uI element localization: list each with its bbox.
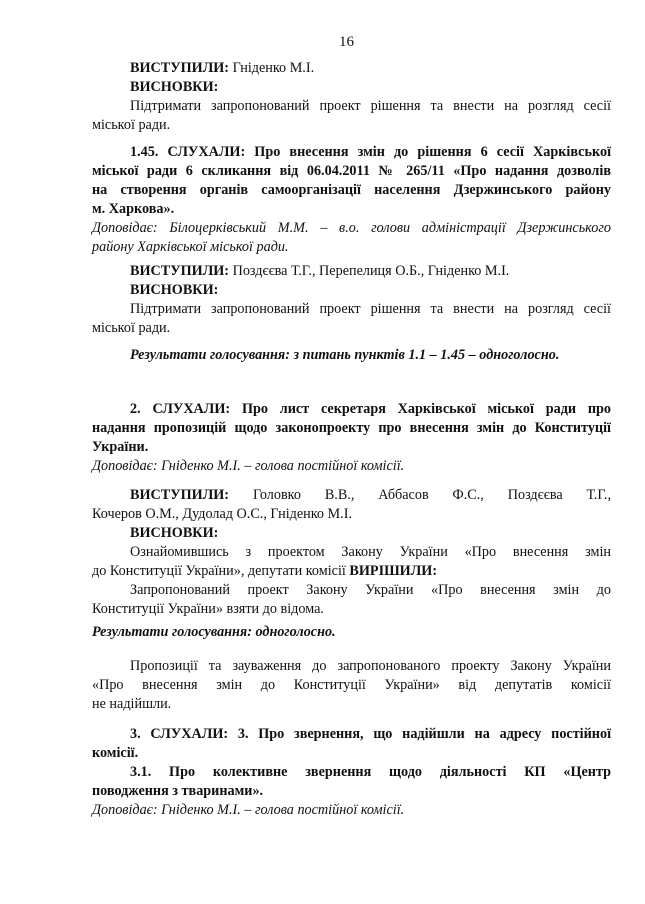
heard-text: Про внесення змін до рішення 6 сесії Харківської <box>254 144 612 160</box>
reporter: Доповідає: Гніденко М.І. – голова постійної комісії. <box>92 458 405 474</box>
section-3 <box>92 725 611 820</box>
heard-text: Про лист секретаря Харківської міської ради про <box>241 401 611 417</box>
subitem-text: 3.1. Про колективне звернення щодо діяльності КП «Центр <box>130 764 611 780</box>
vote-text: одноголосно. <box>255 624 336 640</box>
conclusions-label: ВИСНОВКИ: <box>130 282 219 298</box>
speakers-names: Гніденко М.І. <box>232 60 315 76</box>
conclusion-text-cont: міської ради. <box>92 117 171 133</box>
speakers-label: ВИСТУПИЛИ: <box>130 487 230 503</box>
heard-text-2: комісії. <box>92 745 139 761</box>
proposals-note <box>92 657 611 714</box>
section-1-45 <box>92 143 611 257</box>
conclusions-label: ВИСНОВКИ: <box>130 525 219 541</box>
conclusion-text: Підтримати запропонований проект рішення та внести на розгляд сесії <box>130 98 611 114</box>
conclusion-text-cont: до Конституції України», депутати комісії <box>92 563 346 579</box>
subitem-text-2: поводження з тваринами». <box>92 783 264 799</box>
decision-text-cont: Конституції України» взяти до відома. <box>92 601 324 617</box>
section-2 <box>92 400 611 476</box>
heard-text: 3. Про звернення, що надійшли на адресу постійної <box>237 726 612 742</box>
conclusion-text: Підтримати запропонований проект рішення та внести на розгляд сесії <box>130 301 611 317</box>
speakers-names-cont: Кочеров О.М., Дудолад О.С., Гніденко М.І. <box>92 506 352 522</box>
page-number: 16 <box>339 34 354 50</box>
heard-text-3: на створення органів самоорганізації населення Дзержинського району <box>92 182 611 198</box>
reporter: Доповідає: Гніденко М.І. – голова постійної комісії. <box>92 802 405 818</box>
heard-label: 1.45. СЛУХАЛИ: <box>130 144 246 160</box>
heard-label: 2. СЛУХАЛИ: <box>130 401 231 417</box>
heard-text-2: міської ради 6 скликання від 06.04.2011 № 265/11 «Про надання дозволів <box>92 163 611 179</box>
speakers-names: Поздєєва Т.Г., Перепелиця О.Б., Гніденко М.І. <box>232 263 510 279</box>
note-line-3: не надійшли. <box>92 696 172 712</box>
conclusion-text-cont: міської ради. <box>92 320 171 336</box>
speakers-names: Головко В.В., Аббасов Ф.С., Поздєєва Т.Г., <box>252 487 612 503</box>
reporter: Доповідає: Білоцерківський М.М. – в.о. голови адміністрації Дзержинського <box>92 220 611 236</box>
reporter-cont: району Харківської міської ради. <box>92 239 289 255</box>
conclusions-label: ВИСНОВКИ: <box>130 79 219 95</box>
heard-text-4: м. Харкова». <box>92 201 175 217</box>
decided-label: ВИРІШИЛИ: <box>349 563 438 579</box>
speakers-block-2 <box>92 262 611 338</box>
heard-text-2: надання пропозицій щодо законопроекту про внесення змін до Конституції <box>92 420 611 436</box>
speakers-label: ВИСТУПИЛИ: <box>130 60 230 76</box>
speakers-block-3 <box>92 486 611 619</box>
vote-label: Результати голосування: <box>130 347 290 363</box>
heard-label: 3. СЛУХАЛИ: <box>130 726 229 742</box>
heard-text-3: України. <box>92 439 149 455</box>
vote-label: Результати голосування: <box>92 624 252 640</box>
speakers-label: ВИСТУПИЛИ: <box>130 263 230 279</box>
decision-text: Запропонований проект Закону України «Про внесення змін до <box>130 582 611 598</box>
note-line-2: «Про внесення змін до Конституції України» від депутатів комісії <box>92 677 611 693</box>
note-line-1: Пропозиції та зауваження до запропонованого проекту Закону України <box>130 658 611 674</box>
vote-text: з питань пунктів 1.1 – 1.45 – одноголосно. <box>293 347 560 363</box>
vote-result-1 <box>92 346 611 365</box>
conclusion-text: Ознайомившись з проектом Закону України «Про внесення змін <box>130 544 611 560</box>
vote-result-2 <box>92 623 611 642</box>
speakers-block-1 <box>92 59 611 135</box>
